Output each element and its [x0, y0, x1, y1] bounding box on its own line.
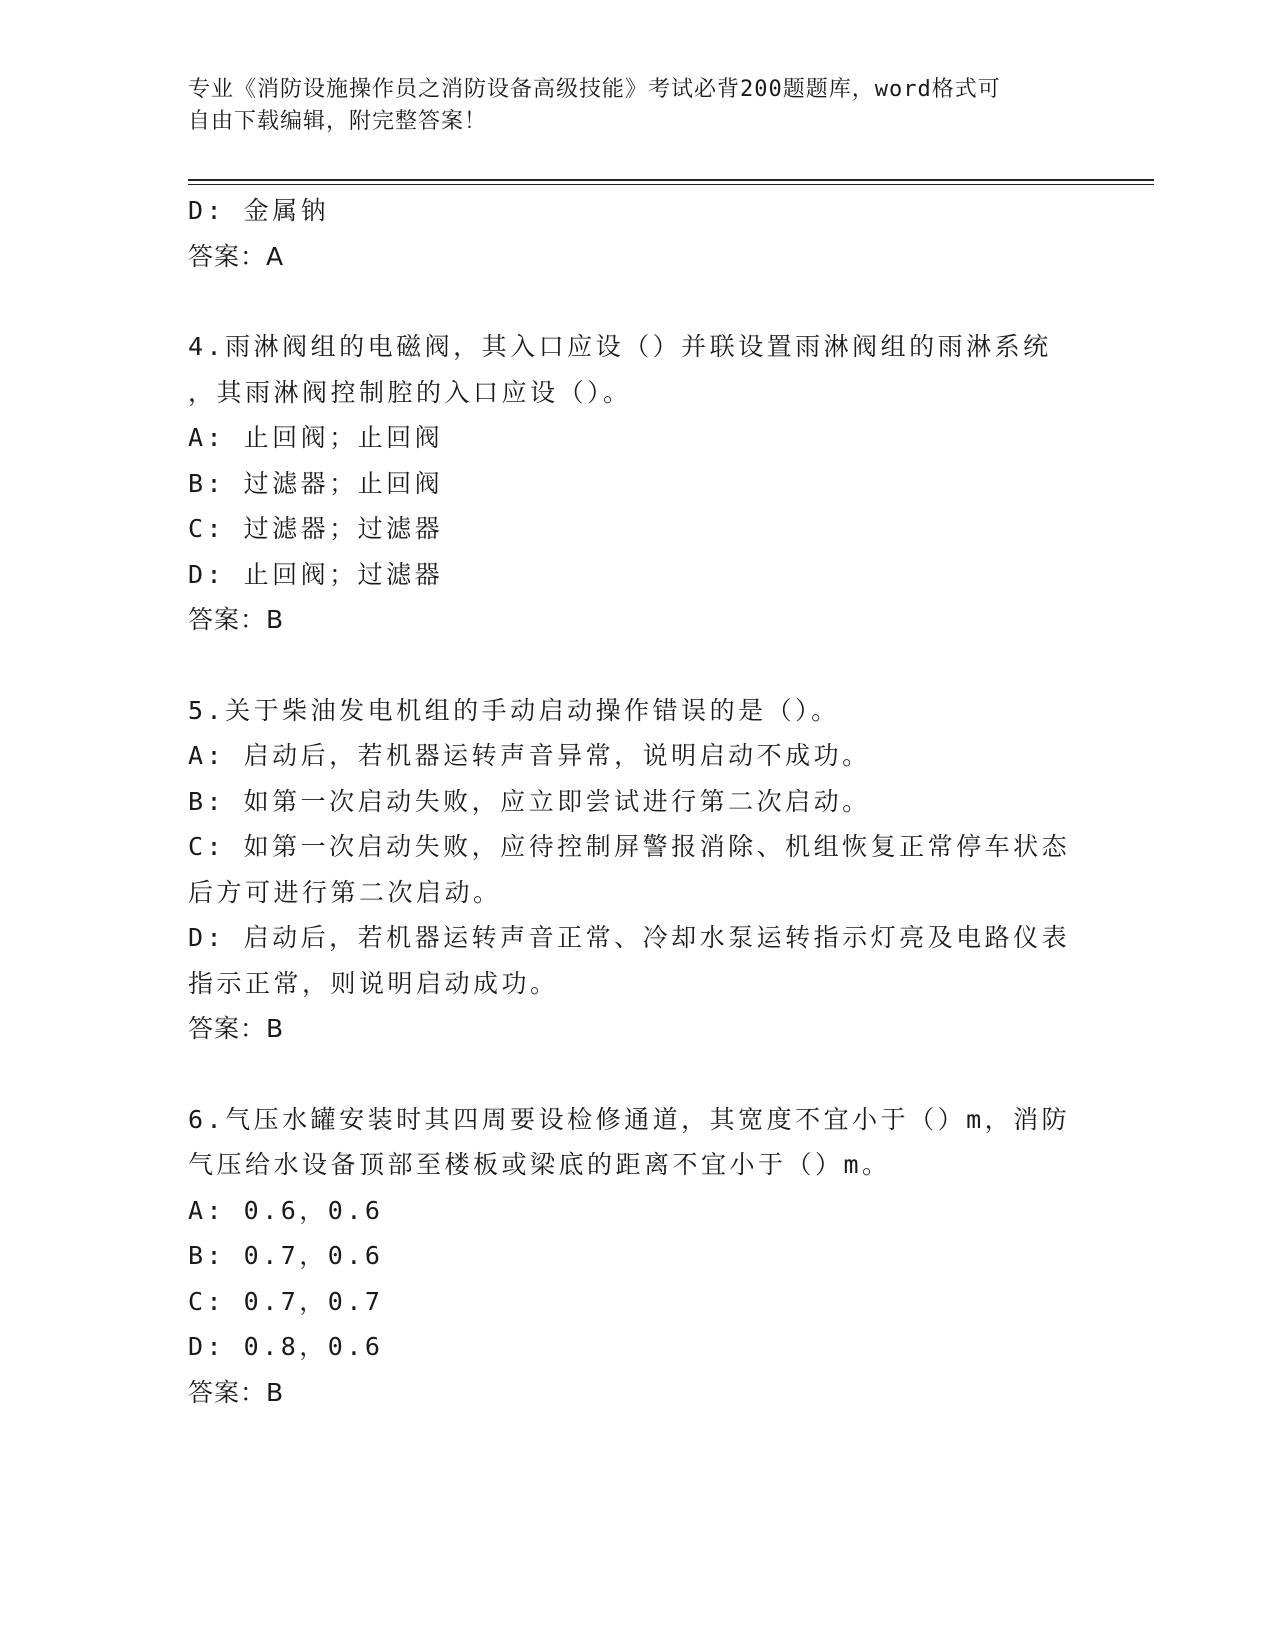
option-d: D: 金属钠: [188, 196, 330, 225]
spacer: [188, 1052, 1088, 1097]
question-stem: 4.雨淋阀组的电磁阀，其入口应设（）并联设置雨淋阀组的雨淋系统: [188, 332, 1052, 361]
question-stem: 5.关于柴油发电机组的手动启动操作错误的是（）。: [188, 695, 840, 725]
question-stem-continued: ，其雨淋阀控制腔的入口应设（）。: [188, 377, 632, 407]
answer-label: 答案：B: [188, 605, 285, 634]
option-a: A: 止回阀；止回阀: [188, 423, 444, 452]
answer-label: 答案：A: [188, 241, 285, 271]
option-b: B: 过滤器；止回阀: [188, 468, 444, 498]
option-c: C: 0.7，0.7: [188, 1286, 384, 1316]
header-rule-thin: [188, 184, 1154, 185]
option-c: C: 如第一次启动失败，应待控制屏警报消除、机组恢复正常停车状态: [188, 832, 1071, 861]
option-d: D: 启动后，若机器运转声音正常、冷却水泵运转指示灯亮及电路仪表: [188, 923, 1071, 952]
question-4: [188, 324, 1088, 643]
option-d: D: 0.8，0.6: [188, 1332, 384, 1361]
option-a: A: 0.6，0.6: [188, 1195, 384, 1225]
question-3-tail: [188, 188, 1088, 279]
option-c: C: 过滤器；过滤器: [188, 514, 444, 543]
header-title-line-1: 专业《消防设施操作员之消防设备高级技能》考试必背200题题库，word格式可: [188, 77, 1001, 102]
option-d: D: 止回阀；过滤器: [188, 559, 444, 589]
question-stem-continued: 气压给水设备顶部至楼板或梁底的距离不宜小于（）m。: [188, 1150, 891, 1179]
header-rule-thick: [188, 179, 1154, 181]
question-6: [188, 1097, 1088, 1416]
option-c-continued: 后方可进行第二次启动。: [188, 877, 502, 907]
header-title-line-2: 自由下载编辑，附完整答案！: [188, 109, 488, 134]
option-b: B: 0.7，0.6: [188, 1241, 384, 1270]
option-d-continued: 指示正常，则说明启动成功。: [188, 968, 559, 998]
question-list: [188, 188, 1088, 1415]
question-stem: 6.气压水罐安装时其四周要设检修通道，其宽度不宜小于（）m，消防: [188, 1104, 1071, 1134]
answer-label: 答案：B: [188, 1377, 285, 1407]
question-5: [188, 688, 1088, 1052]
answer-label: 答案：B: [188, 1014, 285, 1043]
option-b: B: 如第一次启动失败，应立即尝试进行第二次启动。: [188, 786, 871, 816]
spacer: [188, 279, 1088, 324]
option-a: A: 启动后，若机器运转声音异常，说明启动不成功。: [188, 741, 871, 770]
spacer: [188, 643, 1088, 688]
page-header: [188, 74, 1088, 138]
